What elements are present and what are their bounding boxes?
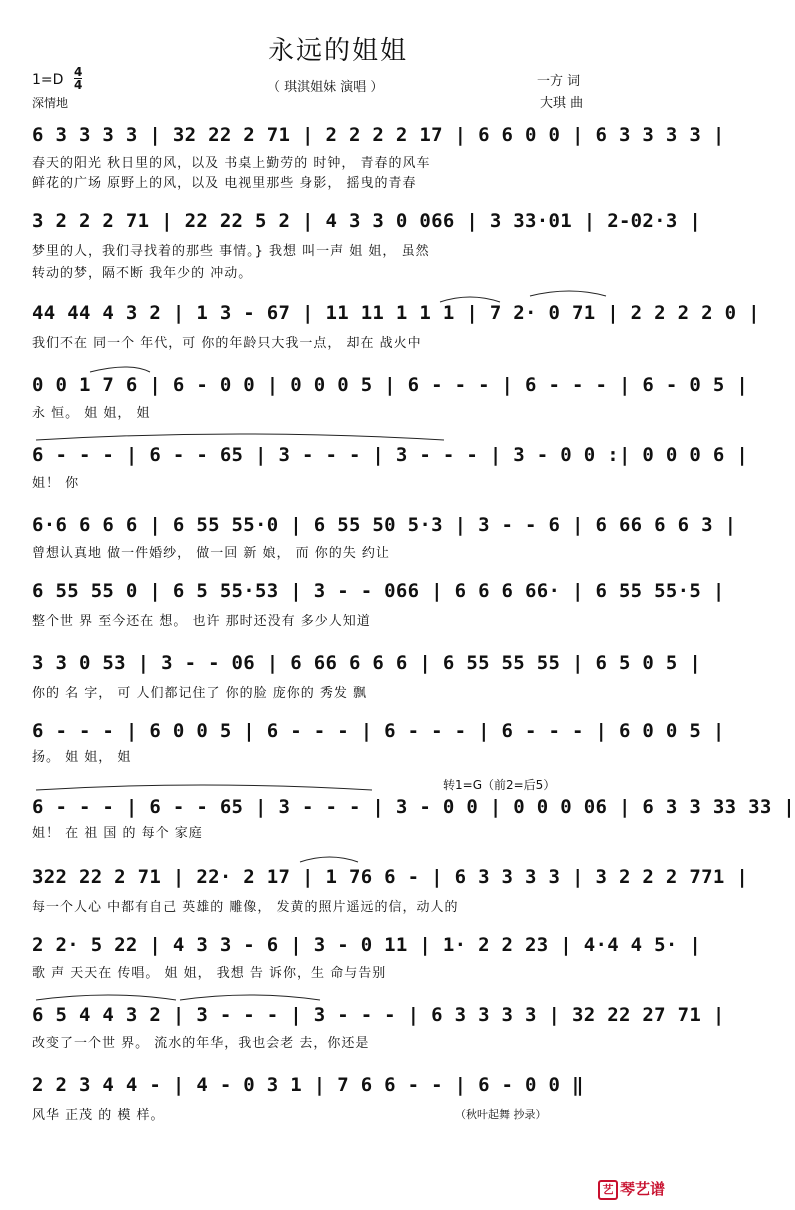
- notation-line-12: 2 2· 5 22 | 4 3 3 - 6 | 3 - 0 11 | 1· 2 2 23 | 4·4 4 5· |: [32, 934, 702, 956]
- tie-arc: [530, 291, 606, 296]
- notation-line-3: 44 44 4 3 2 | 1 3 - 67 | 11 11 1 1 1 | 7 2· 0 71 | 2 2 2 2 0 |: [32, 302, 760, 324]
- logo-text: 琴艺谱: [620, 1180, 666, 1198]
- lyric-line-9: 扬。 姐 姐， 姐: [32, 750, 132, 765]
- notation-line-10: 6 - - - | 6 - - 65 | 3 - - - | 3 - 0 0 | 0 0 0 06 | 6 3 3 33 33 |: [32, 796, 795, 818]
- notation-line-14: 2 2 3 4 4 - | 4 - 0 3 1 | 7 6 6 - - | 6 - 0 0 ‖: [32, 1074, 584, 1096]
- notation-line-5: 6 - - - | 6 - - 65 | 3 - - - | 3 - - - | 3 - 0 0 :| 0 0 0 6 |: [32, 444, 749, 466]
- composer-credit: 大琪 曲: [540, 96, 584, 111]
- notation-line-7: 6 55 55 0 | 6 5 55·53 | 3 - - 066 | 6 6 6 66· | 6 55 55·5 |: [32, 580, 725, 602]
- tie-arc: [300, 857, 358, 862]
- key-change-annotation: 转1=G（前2=后5）: [443, 778, 556, 792]
- lyric-line-1a: 春天的阳光 秋日里的风，以及 书桌上勤劳的 时钟， 青春的风车: [32, 156, 431, 171]
- tie-arc: [440, 297, 500, 302]
- notation-line-1: 6 3 3 3 3 | 32 22 2 71 | 2 2 2 2 17 | 6 6 0 0 | 6 3 3 3 3 |: [32, 124, 725, 146]
- notation-line-13: 6 5 4 4 3 2 | 3 - - - | 3 - - - | 6 3 3 3 3 | 32 22 27 71 |: [32, 1004, 725, 1026]
- lyric-line-8: 你的 名 字， 可 人们都记住了 你的脸 庞你的 秀发 飘: [32, 686, 368, 701]
- time-bottom: 4: [74, 78, 83, 92]
- mood-marking: 深情地: [32, 96, 69, 110]
- lyric-line-5: 姐！ 你: [32, 476, 80, 491]
- tie-arc: [36, 995, 176, 1000]
- lyric-line-11: 每一个人心 中都有自己 英雄的 雕像， 发黄的照片遥远的信，动人的: [32, 900, 459, 915]
- notation-line-8: 3 3 0 53 | 3 - - 06 | 6 66 6 6 6 | 6 55 55 55 | 6 5 0 5 |: [32, 652, 702, 674]
- time-top: 4: [74, 65, 83, 79]
- lyric-line-13: 改变了一个世 界。 流水的年华，我也会老 去，你还是: [32, 1036, 370, 1051]
- notation-line-4: 0 0 1 7 6 | 6 - 0 0 | 0 0 0 5 | 6 - - - | 6 - - - | 6 - 0 5 |: [32, 374, 749, 396]
- lyric-line-3: 我们不在 同一个 年代，可 你的年龄只大我一点， 却在 战火中: [32, 336, 422, 351]
- site-logo: [598, 1178, 665, 1200]
- transcriber-credit: （秋叶起舞 抄录）: [455, 1108, 547, 1121]
- notation-line-9: 6 - - - | 6 0 0 5 | 6 - - - | 6 - - - | 6 - - - | 6 0 0 5 |: [32, 720, 725, 742]
- notation-line-11: 322 22 2 71 | 22· 2 17 | 1 76 6 - | 6 3 3 3 3 | 3 2 2 2 771 |: [32, 866, 749, 888]
- key-label: 1=D: [32, 72, 64, 88]
- notation-line-6: 6·6 6 6 6 | 6 55 55·0 | 6 55 50 5·3 | 3 - - 6 | 6 66 6 6 3 |: [32, 514, 737, 536]
- performer-credit: （ 琪淇姐妹 演唱 ）: [267, 80, 384, 95]
- tie-arc: [36, 785, 372, 790]
- lyric-line-1b: 鲜花的广场 原野上的风，以及 电视里那些 身影， 摇曳的青春: [32, 176, 417, 191]
- lyric-line-2b: 转动的梦，隔不断 我年少的 冲动。: [32, 266, 253, 281]
- tie-arc: [36, 434, 444, 440]
- lyricist-credit: 一方 词: [537, 74, 581, 89]
- tie-arc: [90, 367, 150, 372]
- lyric-line-7: 整个世 界 至今还在 想。 也许 那时还没有 多少人知道: [32, 614, 371, 629]
- lyric-line-12: 歌 声 天天在 传唱。 姐 姐， 我想 告 诉你，生 命与告别: [32, 966, 387, 981]
- song-title: 永远的姐姐: [267, 36, 408, 66]
- lyric-line-14: 风华 正茂 的 模 样。: [32, 1108, 165, 1123]
- lyric-line-4: 永 恒。 姐 姐， 姐: [32, 406, 151, 421]
- lyric-line-2a: 梦里的人，我们寻找着的那些 事情。} 我想 叫一声 姐 姐， 虽然: [32, 244, 430, 259]
- lyric-line-6: 曾想认真地 做一件婚纱， 做一回 新 娘， 而 你的失 约让: [32, 546, 390, 561]
- tie-arc: [180, 995, 320, 1000]
- lyric-line-10: 姐！ 在 祖 国 的 每个 家庭: [32, 826, 203, 841]
- logo-mark: 艺: [598, 1180, 618, 1200]
- notation-line-2: 3 2 2 2 71 | 22 22 5 2 | 4 3 3 0 066 | 3 33·01 | 2-02·3 |: [32, 210, 702, 232]
